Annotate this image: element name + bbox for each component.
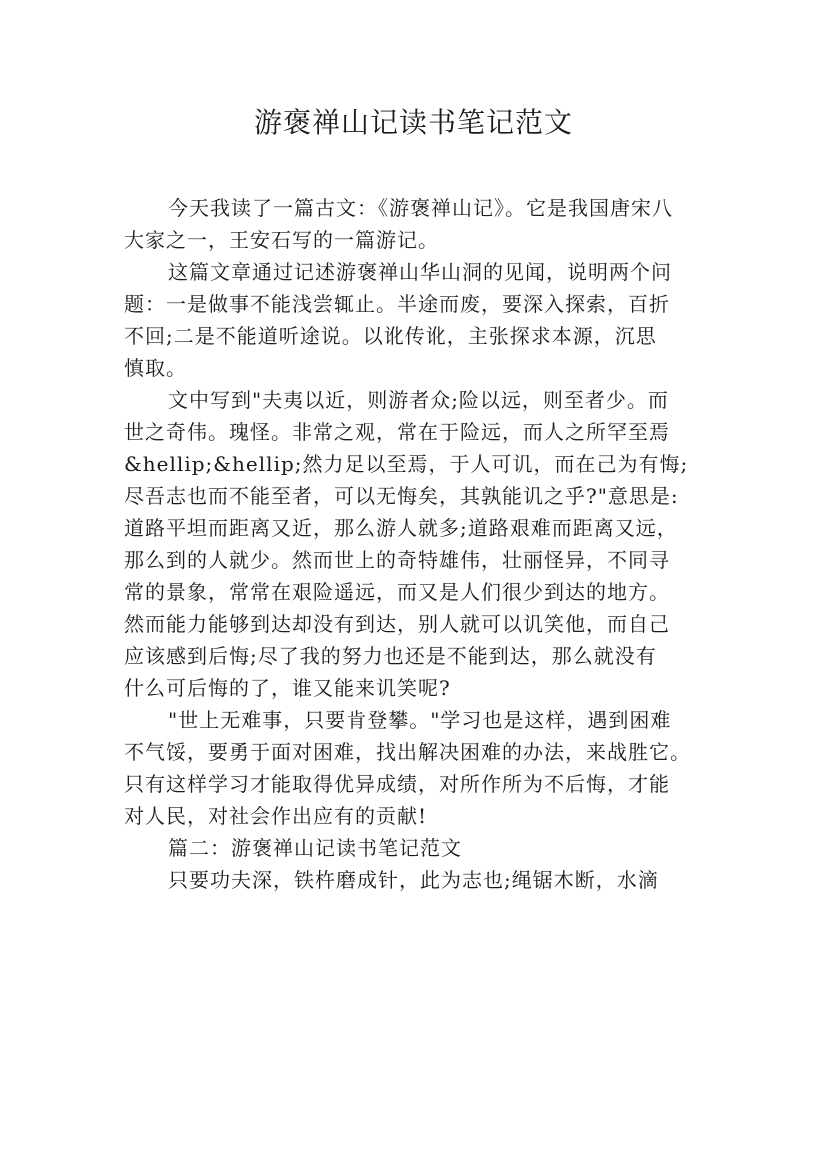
text-line: 尽吾志也而不能至者，可以无悔矣，其孰能讥之乎?"意思是: — [124, 484, 679, 508]
text-line: 对人民，对社会作出应有的贡献! — [124, 804, 428, 828]
text-line: 只要功夫深，铁杵磨成针，此为志也;绳锯木断，水滴 — [168, 868, 659, 892]
text-line: 这篇文章通过记述游褒禅山华山洞的见闻，说明两个问 — [168, 260, 672, 284]
text-line: 文中写到"夫夷以近，则游者众;险以远，则至者少。而 — [168, 388, 669, 412]
text-line: &hellip;&hellip;然力足以至焉，于人可讥，而在己为有悔; — [124, 452, 689, 476]
text-line: 只有这样学习才能取得优异成绩，对所作所为不后悔，才能 — [124, 772, 670, 796]
text-line: "世上无难事，只要肯登攀。"学习也是这样，遇到困难 — [168, 708, 672, 732]
page-title: 游褒禅山记读书笔记范文 — [253, 106, 573, 139]
document-body — [124, 192, 716, 896]
text-line: 不回;二是不能道听途说。以讹传讹，主张探求本源，沉思 — [124, 324, 657, 348]
text-line: 今天我读了一篇古文：《游褒禅山记》。它是我国唐宋八 — [168, 196, 673, 220]
text-line: 题：一是做事不能浅尝辄止。半途而废，要深入探索，百折 — [124, 292, 670, 316]
text-line: 然而能力能够到达却没有到达，别人就可以讥笑他，而自己 — [124, 612, 670, 636]
text-line: 慎取。 — [124, 356, 187, 380]
text-line: 不气馁，要勇于面对困难，找出解决困难的办法，来战胜它。 — [124, 740, 691, 764]
text-line: 道路平坦而距离又近，那么游人就多;道路艰难而距离又远， — [124, 516, 678, 540]
text-line: 常的景象，常常在艰险遥远，而又是人们很少到达的地方。 — [124, 580, 670, 604]
text-line: 应该感到后悔;尽了我的努力也还是不能到达，那么就没有 — [124, 644, 657, 668]
text-line: 世之奇伟。瑰怪。非常之观，常在于险远，而人之所罕至焉 — [124, 420, 670, 444]
text-line: 大家之一，王安石写的一篇游记。 — [124, 228, 439, 252]
text-line: 篇二：游褒禅山记读书笔记范文 — [168, 836, 462, 860]
text-line: 那么到的人就少。然而世上的奇特雄伟，壮丽怪异，不同寻 — [124, 548, 670, 572]
text-line: 什么可后悔的了，谁又能来讥笑呢? — [124, 676, 451, 700]
